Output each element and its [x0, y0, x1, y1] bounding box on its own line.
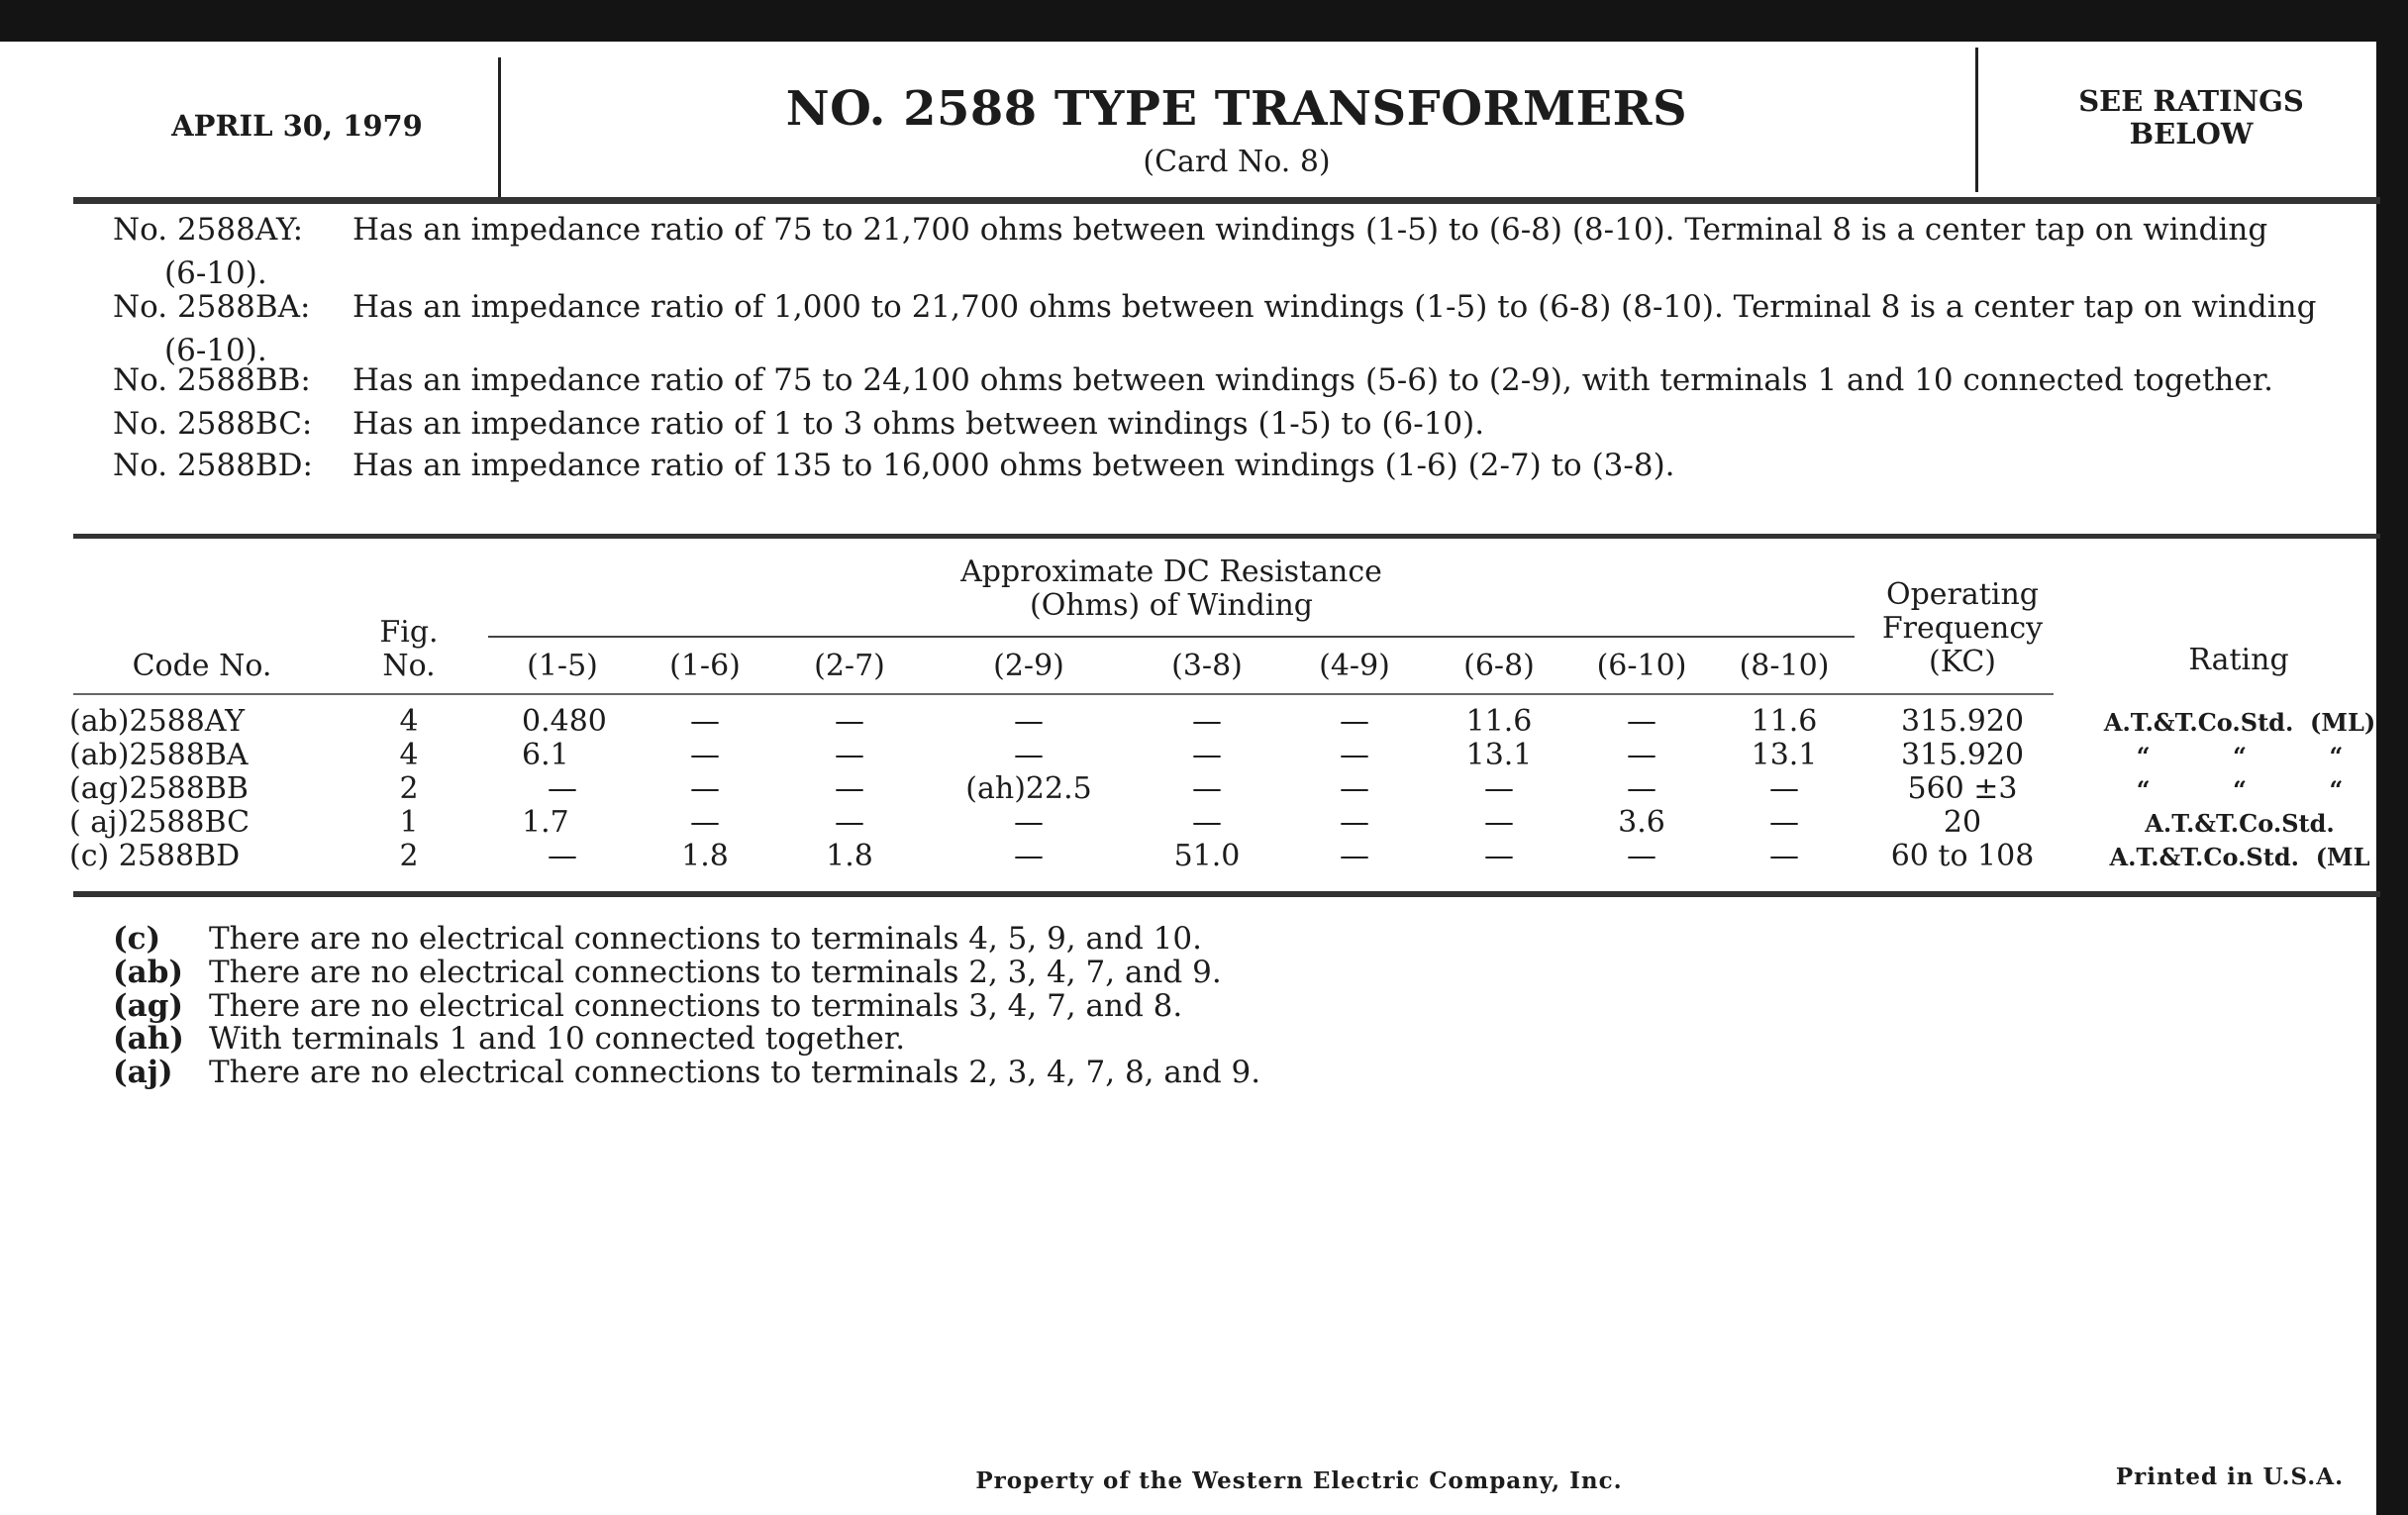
resistance-cell: 11.6	[1751, 704, 1818, 739]
frequency-header-line3: (KC)	[1929, 645, 1996, 679]
winding-header: (2-9)	[993, 649, 1064, 683]
resistance-cell: 51.0	[1173, 839, 1241, 873]
resistance-cell: —	[835, 704, 864, 739]
description-text: Has an impedance ratio of 75 to 24,100 ohms between windings (5-6) to (2-9), with terminals 1 and 10 connected together.	[352, 362, 2274, 398]
resistance-cell: —	[690, 805, 720, 840]
description-code: No. 2588BD:	[113, 448, 313, 483]
resistance-cell: —	[690, 771, 720, 806]
resistance-cell: —	[548, 839, 577, 873]
fig-cell: 2	[399, 839, 419, 873]
ratings-note	[2078, 85, 2304, 151]
footnote-key: (aj)	[113, 1055, 173, 1090]
frequency-cell: 315.920	[1900, 738, 2025, 772]
winding-header: (1-5)	[527, 649, 598, 683]
frequency-cell: 315.920	[1900, 704, 2025, 739]
resistance-cell: —	[690, 738, 720, 772]
resistance-cell: —	[1340, 771, 1369, 806]
description-code: No. 2588BC:	[113, 406, 313, 442]
ratings-note-line2: BELOW	[2129, 117, 2254, 151]
footer-property: Property of the Western Electric Company, Inc.	[975, 1467, 1623, 1494]
winding-header: (3-8)	[1171, 649, 1243, 683]
scan-border-right	[2376, 0, 2408, 1515]
footnote-text: There are no electrical connections to terminals 3, 4, 7, and 8.	[209, 988, 1183, 1024]
code-header: Code No.	[132, 649, 272, 683]
resistance-cell: 0.480	[522, 704, 607, 739]
winding-header: (6-8)	[1463, 649, 1535, 683]
frequency-cell: 20	[1943, 805, 1982, 840]
description-continuation: (6-10).	[164, 333, 267, 368]
code-cell: (ab)2588BA	[69, 738, 249, 772]
resistance-cell: —	[690, 704, 720, 739]
winding-group-header-line1: Approximate DC Resistance	[960, 555, 1382, 589]
resistance-cell: —	[548, 771, 577, 806]
resistance-cell: —	[835, 738, 864, 772]
resistance-cell: —	[1192, 738, 1222, 772]
description-code: No. 2588BB:	[113, 362, 311, 398]
resistance-cell: —	[1192, 805, 1222, 840]
footnote-text: There are no electrical connections to terminals 2, 3, 4, 7, 8, and 9.	[209, 1055, 1261, 1090]
column-header-underline	[73, 693, 2054, 695]
resistance-cell: —	[1627, 738, 1656, 772]
rating-cell: A.T.&T.Co.Std. (ML)	[2103, 708, 2376, 737]
resistance-cell: (ah)22.5	[965, 771, 1092, 806]
winding-header: (4-9)	[1319, 649, 1390, 683]
description-text: Has an impedance ratio of 1 to 3 ohms between windings (1-5) to (6-10).	[352, 406, 1485, 442]
resistance-cell: —	[1340, 738, 1369, 772]
frequency-cell: 560 ±3	[1907, 771, 2018, 806]
resistance-cell: 11.6	[1465, 704, 1533, 739]
page-title: NO. 2588 TYPE TRANSFORMERS	[785, 81, 1688, 137]
frequency-cell: 60 to 108	[1890, 839, 2035, 873]
resistance-cell: —	[1014, 805, 1044, 840]
resistance-cell: 6.1	[522, 738, 569, 772]
footnote-key: (ag)	[113, 988, 184, 1024]
resistance-cell: —	[1014, 704, 1044, 739]
rating-header: Rating	[2188, 643, 2289, 677]
rating-cell: “ “ “	[2136, 742, 2344, 770]
description-text: Has an impedance ratio of 1,000 to 21,700 ohms between windings (1-5) to (6-8) (8-10). Terminal 8 is a center tap on winding	[352, 289, 2317, 325]
resistance-cell: 13.1	[1465, 738, 1533, 772]
resistance-cell: —	[1340, 839, 1369, 873]
winding-header: (6-10)	[1596, 649, 1687, 683]
fig-cell: 4	[399, 704, 419, 739]
resistance-cell: —	[1484, 805, 1514, 840]
resistance-cell: —	[1627, 704, 1656, 739]
footnote-text: With terminals 1 and 10 connected together.	[209, 1021, 906, 1057]
rating-cell: “ “ “	[2136, 775, 2344, 804]
resistance-cell: 13.1	[1751, 738, 1818, 772]
resistance-cell: —	[835, 805, 864, 840]
resistance-cell: 1.7	[522, 805, 569, 840]
footnote-text: There are no electrical connections to terminals 2, 3, 4, 7, and 9.	[209, 955, 1222, 990]
fig-header-line1: Fig.	[379, 615, 439, 650]
rating-cell: A.T.&T.Co.Std. (ML	[2109, 843, 2370, 871]
resistance-cell: —	[835, 771, 864, 806]
footnote-key: (c)	[113, 921, 161, 957]
header-divider-right	[1975, 48, 1978, 192]
description-text: Has an impedance ratio of 135 to 16,000 ohms between windings (1-6) (2-7) to (3-8).	[352, 448, 1675, 483]
footnote-key: (ah)	[113, 1021, 184, 1057]
scan-border-top	[0, 0, 2408, 42]
ratings-note-line1: SEE RATINGS	[2078, 84, 2304, 118]
resistance-cell: —	[1014, 738, 1044, 772]
resistance-cell: —	[1769, 839, 1799, 873]
table-top-rule	[73, 534, 2380, 539]
frequency-header	[1882, 578, 2043, 679]
code-cell: (c) 2588BD	[69, 839, 241, 873]
rating-cell: A.T.&T.Co.Std.	[2145, 809, 2335, 838]
fig-cell: 2	[399, 771, 419, 806]
fig-header-line2: No.	[382, 649, 436, 683]
description-continuation: (6-10).	[164, 255, 267, 291]
description-text: Has an impedance ratio of 75 to 21,700 ohms between windings (1-5) to (6-8) (8-10). Terminal 8 is a center tap on winding	[352, 212, 2268, 248]
fig-header	[379, 616, 438, 683]
winding-header: (1-6)	[669, 649, 741, 683]
resistance-cell: 3.6	[1618, 805, 1665, 840]
resistance-cell: —	[1484, 839, 1514, 873]
header-divider-left	[498, 57, 501, 198]
table-bottom-rule	[73, 891, 2380, 897]
frequency-header-line2: Frequency	[1881, 611, 2044, 646]
winding-header: (8-10)	[1739, 649, 1830, 683]
footer-printed: Printed in U.S.A.	[2115, 1464, 2345, 1490]
card-date: APRIL 30, 1979	[171, 109, 423, 143]
code-cell: (ag)2588BB	[69, 771, 249, 806]
fig-cell: 1	[399, 805, 419, 840]
code-cell: ( aj)2588BC	[69, 805, 251, 840]
resistance-cell: 1.8	[681, 839, 729, 873]
resistance-cell: 1.8	[826, 839, 873, 873]
header-rule	[73, 197, 2380, 204]
winding-header: (2-7)	[814, 649, 885, 683]
fig-cell: 4	[399, 738, 419, 772]
description-code: No. 2588AY:	[113, 212, 304, 248]
resistance-cell: —	[1340, 805, 1369, 840]
resistance-cell: —	[1192, 771, 1222, 806]
winding-group-underline	[488, 636, 1855, 638]
resistance-cell: —	[1340, 704, 1369, 739]
resistance-cell: —	[1769, 805, 1799, 840]
footnote-text: There are no electrical connections to terminals 4, 5, 9, and 10.	[209, 921, 1202, 957]
resistance-cell: —	[1627, 771, 1656, 806]
resistance-cell: —	[1484, 771, 1514, 806]
code-cell: (ab)2588AY	[69, 704, 246, 739]
frequency-header-line1: Operating	[1886, 577, 2039, 612]
footnote-key: (ab)	[113, 955, 184, 990]
resistance-cell: —	[1627, 839, 1656, 873]
resistance-cell: —	[1192, 704, 1222, 739]
card-number: (Card No. 8)	[1143, 145, 1331, 179]
winding-group-header-line2: (Ohms) of Winding	[1030, 588, 1313, 623]
resistance-cell: —	[1769, 771, 1799, 806]
resistance-cell: —	[1014, 839, 1044, 873]
description-code: No. 2588BA:	[113, 289, 311, 325]
winding-group-header	[960, 556, 1382, 623]
